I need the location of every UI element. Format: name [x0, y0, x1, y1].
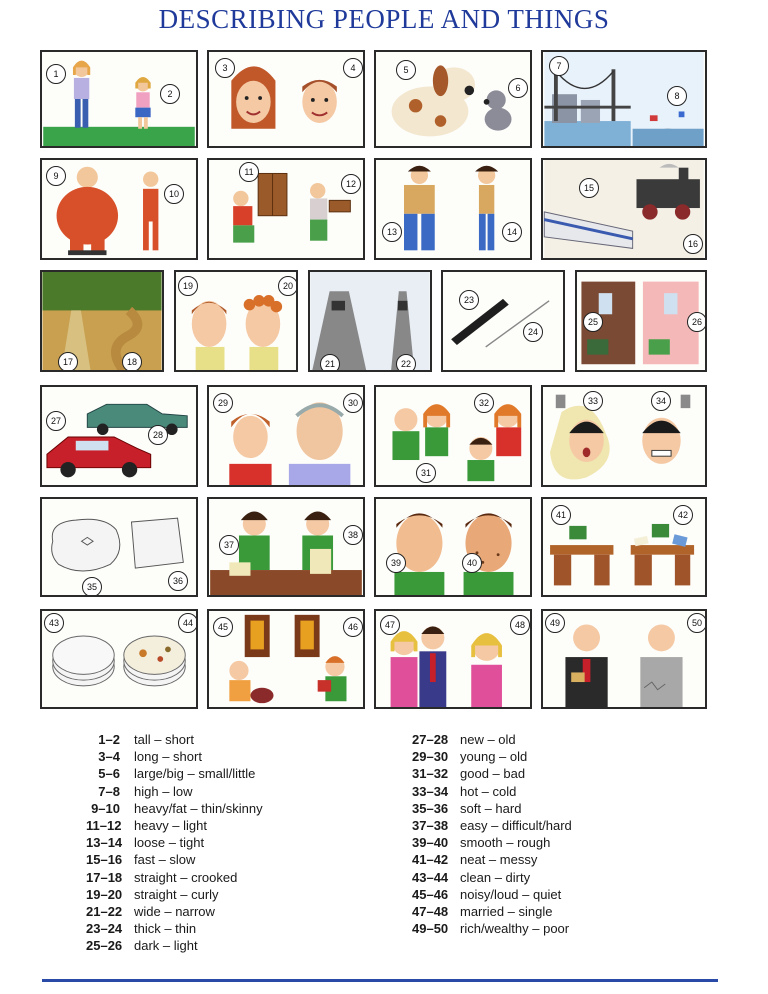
vocab-words: neat – messy	[460, 852, 538, 868]
vocab-numbers: 35–36	[412, 800, 449, 816]
vocab-words: high – low	[134, 783, 193, 799]
hot-cold-face-illustration	[543, 387, 705, 485]
vocab-words: young – old	[460, 749, 528, 765]
vocab-item	[86, 920, 263, 937]
vocab-words: straight – crooked	[134, 869, 238, 885]
vocab-numbers: 5–6	[98, 766, 120, 782]
panel-young-old	[207, 385, 365, 487]
page-title: DESCRIBING PEOPLE AND THINGS	[158, 4, 610, 34]
panel-dark-light	[575, 270, 707, 372]
label-number: 35	[82, 577, 102, 597]
label-number: 47	[380, 615, 400, 635]
label-number: 28	[148, 425, 168, 445]
rich-poor-men-illustration	[543, 611, 705, 707]
panel-good-bad	[374, 385, 532, 487]
vocab-numbers: 41–42	[412, 852, 449, 868]
vocab-words: hot – cold	[460, 783, 517, 799]
panel-big-small	[374, 50, 532, 148]
label-number: 30	[343, 393, 363, 413]
vocab-list-right	[412, 731, 572, 937]
vocab-numbers: 33–34	[412, 783, 449, 799]
label-number: 14	[502, 222, 522, 242]
vocab-item	[86, 903, 263, 920]
vocab-words: loose – tight	[134, 835, 205, 851]
fast-slow-train-illustration	[543, 160, 705, 258]
label-number: 39	[386, 553, 406, 573]
panel-heavy-thin	[40, 158, 198, 260]
label-number: 11	[239, 162, 259, 182]
panel-straight-curly-hair	[174, 270, 298, 372]
label-number: 36	[168, 571, 188, 591]
vocab-numbers: 27–28	[412, 732, 449, 747]
label-number: 46	[343, 617, 363, 637]
label-number: 25	[583, 312, 603, 332]
label-number: 32	[474, 393, 494, 413]
panel-soft-hard	[40, 497, 198, 597]
panel-easy-difficult	[207, 497, 365, 597]
vocab-item	[86, 886, 263, 903]
vocab-numbers: 1–2	[98, 732, 120, 747]
panel-noisy-quiet	[207, 609, 365, 709]
vocab-words: thick – thin	[134, 921, 197, 937]
panel-married-single	[374, 609, 532, 709]
vocab-item	[412, 903, 572, 920]
vocab-list-left	[86, 731, 263, 954]
vocab-item	[86, 783, 263, 800]
label-number: 41	[551, 505, 571, 525]
vocab-numbers: 43–44	[412, 869, 449, 885]
panel-straight-crooked-road	[40, 270, 164, 372]
panel-clean-dirty	[40, 609, 198, 709]
vocab-words: new – old	[460, 732, 516, 747]
panel-loose-tight	[374, 158, 532, 260]
label-number: 8	[667, 86, 687, 106]
label-number: 17	[58, 352, 78, 372]
vocab-words: good – bad	[460, 766, 526, 782]
vocab-numbers: 21–22	[86, 903, 123, 919]
label-number: 40	[462, 553, 482, 573]
bottom-rule-divider	[42, 979, 718, 982]
label-number: 10	[164, 184, 184, 204]
vocab-numbers: 39–40	[412, 835, 449, 851]
vocab-words: fast – slow	[134, 852, 196, 868]
vocab-item	[412, 920, 572, 937]
label-number: 49	[545, 613, 565, 633]
loose-tight-clothes-illustration	[376, 160, 530, 258]
label-number: 45	[213, 617, 233, 637]
panel-heavy-light	[207, 158, 365, 260]
label-number: 3	[215, 58, 235, 78]
vocab-words: rich/wealthy – poor	[460, 921, 570, 937]
label-number: 15	[579, 178, 599, 198]
vocab-item	[86, 765, 263, 782]
vocab-words: clean – dirty	[460, 869, 531, 885]
label-number: 12	[341, 174, 361, 194]
vocab-item	[412, 748, 572, 765]
vocab-item	[412, 731, 572, 748]
vocab-words: heavy/fat – thin/skinny	[134, 800, 263, 816]
panel-tall-short	[40, 50, 198, 148]
label-number: 5	[396, 60, 416, 80]
vocab-numbers: 31–32	[412, 766, 449, 782]
panel-smooth-rough	[374, 497, 532, 597]
vocab-item	[86, 851, 263, 868]
vocab-item	[86, 748, 263, 765]
vocab-item	[412, 886, 572, 903]
label-number: 19	[178, 276, 198, 296]
label-number: 34	[651, 391, 671, 411]
label-number: 24	[523, 322, 543, 342]
panel-new-old	[40, 385, 198, 487]
vocab-numbers: 13–14	[86, 835, 123, 851]
vocab-words: soft – hard	[460, 800, 522, 816]
vocab-numbers: 45–46	[412, 886, 449, 902]
vocab-numbers: 29–30	[412, 749, 449, 765]
label-number: 9	[46, 166, 66, 186]
label-number: 37	[219, 535, 239, 555]
panel-hot-cold	[541, 385, 707, 487]
heavy-light-boxes-illustration	[209, 160, 363, 258]
vocab-words: smooth – rough	[460, 835, 551, 851]
label-number: 38	[343, 525, 363, 545]
label-number: 48	[510, 615, 530, 635]
vocab-numbers: 19–20	[86, 886, 123, 902]
label-number: 26	[687, 312, 707, 332]
vocab-words: heavy – light	[134, 817, 207, 833]
label-number: 2	[160, 84, 180, 104]
vocab-words: noisy/loud – quiet	[460, 886, 562, 902]
vocab-item	[412, 851, 572, 868]
vocab-words: easy – difficult/hard	[460, 817, 572, 833]
label-number: 20	[278, 276, 298, 296]
label-number: 4	[343, 58, 363, 78]
vocab-words: straight – curly	[134, 886, 219, 902]
panel-long-short	[207, 50, 365, 148]
panel-wide-narrow	[308, 270, 432, 372]
vocab-numbers: 7–8	[98, 783, 120, 799]
label-number: 27	[46, 411, 66, 431]
label-number: 42	[673, 505, 693, 525]
vocab-item	[86, 937, 263, 954]
good-bad-children-illustration	[376, 387, 530, 485]
vocab-words: large/big – small/little	[134, 766, 256, 782]
label-number: 23	[459, 290, 479, 310]
label-number: 31	[416, 463, 436, 483]
panel-high-low	[541, 50, 707, 148]
label-number: 6	[508, 78, 528, 98]
vocab-numbers: 23–24	[86, 921, 123, 937]
smooth-rough-face-illustration	[376, 499, 530, 595]
vocab-item	[86, 800, 263, 817]
label-number: 18	[122, 352, 142, 372]
vocab-item	[412, 783, 572, 800]
label-number: 33	[583, 391, 603, 411]
clean-dirty-dishes-illustration	[42, 611, 196, 707]
panel-neat-messy	[541, 497, 707, 597]
vocab-item	[412, 800, 572, 817]
label-number: 50	[687, 613, 707, 633]
panel-thick-thin	[441, 270, 565, 372]
vocab-numbers: 3–4	[98, 749, 120, 765]
label-number: 1	[46, 64, 66, 84]
vocab-item	[86, 834, 263, 851]
thick-thin-line-illustration	[443, 272, 563, 370]
vocab-words: long – short	[134, 749, 202, 765]
label-number: 44	[178, 613, 198, 633]
vocab-numbers: 25–26	[86, 938, 123, 954]
vocab-item	[412, 765, 572, 782]
vocab-item	[412, 869, 572, 886]
vocab-item	[86, 817, 263, 834]
vocab-item	[412, 817, 572, 834]
vocab-words: tall – short	[134, 732, 194, 747]
vocab-words: dark – light	[134, 938, 198, 954]
label-number: 21	[320, 354, 340, 372]
vocab-numbers: 15–16	[86, 852, 123, 868]
panel-rich-poor	[541, 609, 707, 709]
vocab-numbers: 17–18	[86, 869, 123, 885]
label-number: 7	[549, 56, 569, 76]
vocab-item	[86, 869, 263, 886]
vocab-words: wide – narrow	[134, 903, 215, 919]
vocab-item	[412, 834, 572, 851]
vocab-numbers: 47–48	[412, 903, 449, 919]
panel-fast-slow	[541, 158, 707, 260]
vocab-item	[86, 731, 263, 748]
vocab-numbers: 11–12	[86, 817, 122, 833]
label-number: 22	[396, 354, 416, 372]
vocab-numbers: 37–38	[412, 817, 449, 833]
new-old-car-illustration	[42, 387, 196, 485]
vocab-words: married – single	[460, 903, 553, 919]
label-number: 16	[683, 234, 703, 254]
vocab-numbers: 9–10	[91, 800, 120, 816]
label-number: 29	[213, 393, 233, 413]
label-number: 43	[44, 613, 64, 633]
label-number: 13	[382, 222, 402, 242]
vocab-numbers: 49–50	[412, 921, 449, 937]
